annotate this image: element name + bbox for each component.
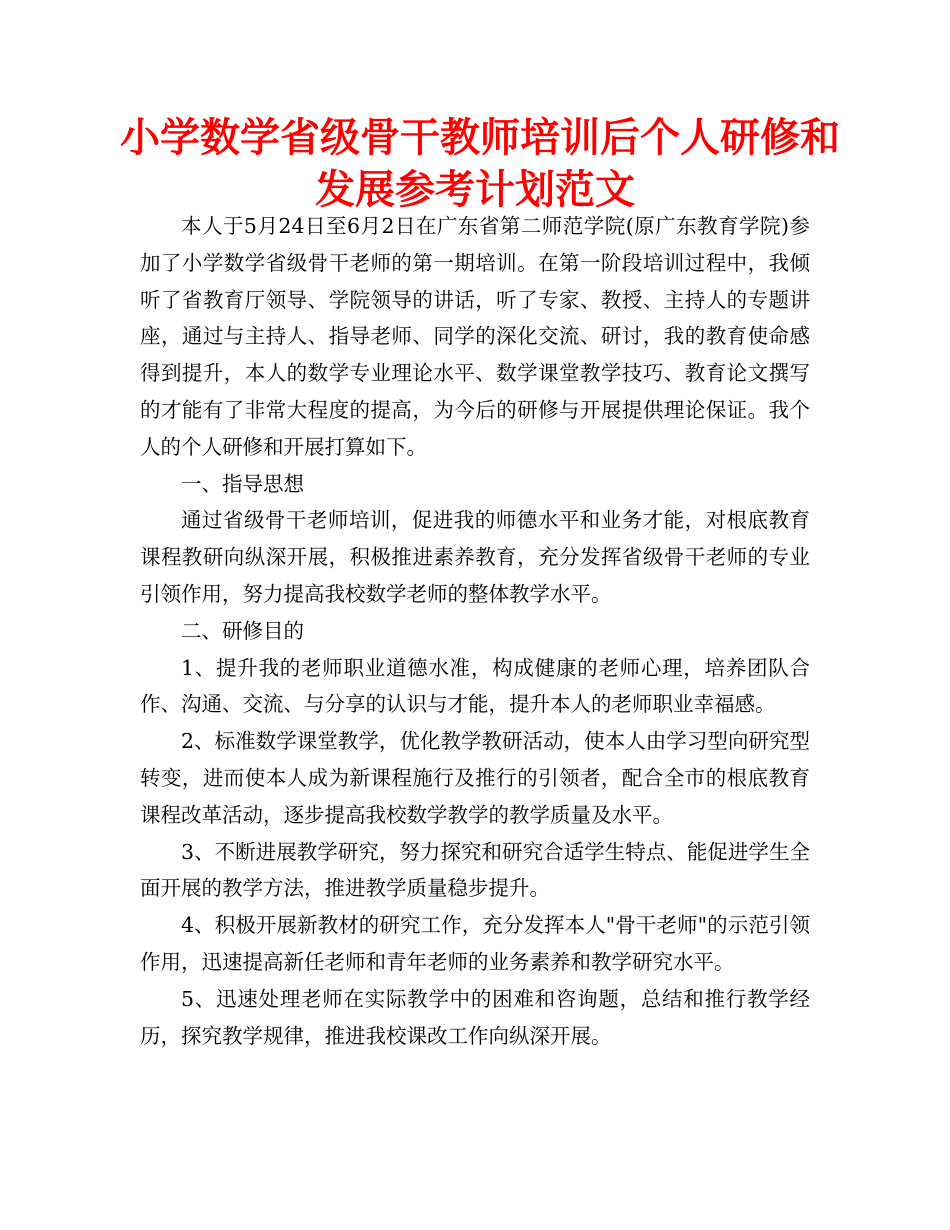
paragraph-goal-1: 1、提升我的老师职业道德水准，构成健康的老师心理，培养团队合作、沟通、交流、与分享的认识与才能，提升本人的老师职业幸福感。: [140, 655, 810, 717]
document-title: [120, 112, 840, 216]
document-body: [140, 208, 810, 1054]
section-heading-guiding-thought: 一、指导思想: [181, 471, 304, 496]
title-line-2: 发展参考计划范文: [315, 167, 635, 213]
paragraph-goal-2: 2、标准数学课堂教学，优化教学教研活动，使本人由学习型向研究型转变，进而使本人成为新课程施行及推行的引领者，配合全市的根底教育课程改革活动，逐步提高我校数学教学的教学质量及水平。: [140, 729, 810, 827]
paragraph-guiding-thought: 通过省级骨干老师培训，促进我的师德水平和业务才能，对根底教育课程教研向纵深开展，积极推进素养教育，充分发挥省级骨干老师的专业引领作用，努力提高我校数学老师的整体教学水平。: [140, 508, 810, 606]
section-heading-study-goals: 二、研修目的: [181, 618, 304, 643]
paragraph-intro: 本人于5月24日至6月2日在广东省第二师范学院(原广东教育学院)参加了小学数学省级骨干老师的第一期培训。在第一阶段培训过程中，我倾听了省教育厅领导、学院领导的讲话，听了专家、教授、主持人的专题讲座，通过与主持人、指导老师、同学的深化交流、研讨，我的教育使命感得到提升，本人的数学专业理论水平、数学课堂教学技巧、教育论文撰写的才能有了非常大程度的提高，为今后的研修与开展提供理论保证。我个人的个人研修和开展打算如下。: [140, 214, 810, 459]
paragraph-goal-5: 5、迅速处理老师在实际教学中的困难和咨询题，总结和推行教学经历，探究教学规律，推进我校课改工作向纵深开展。: [140, 986, 810, 1048]
paragraph-goal-3: 3、不断进展教学研究，努力探究和研究合适学生特点、能促进学生全面开展的教学方法，推进教学质量稳步提升。: [140, 839, 810, 901]
paragraph-goal-4: 4、积极开展新教材的研究工作，充分发挥本人"骨干老师"的示范引领作用，迅速提高新任老师和青年老师的业务素养和教学研究水平。: [140, 913, 810, 974]
title-line-1: 小学数学省级骨干教师培训后个人研修和: [120, 115, 840, 161]
